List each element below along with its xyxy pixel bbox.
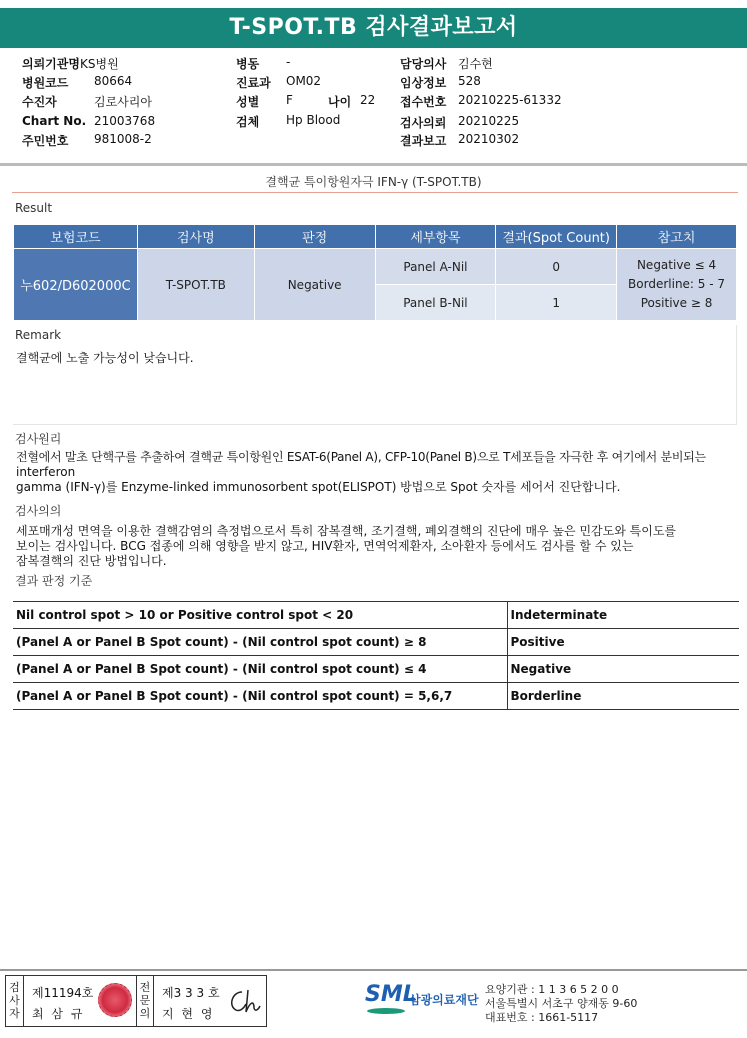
test-name: T-SPOT.TB — [137, 249, 254, 321]
remark-label: Remark — [15, 328, 62, 342]
org-info — [485, 983, 637, 1025]
reference-line: Positive ≥ 8 — [640, 296, 713, 310]
reference-values — [617, 249, 737, 321]
reference-line: Negative ≤ 4 — [636, 258, 717, 272]
examiner-label — [6, 976, 24, 1026]
criteria-result: Indeterminate — [507, 602, 739, 629]
info-label: 결과보고 — [400, 134, 447, 148]
insurance-code: 누602/D602000C — [14, 249, 138, 321]
section-title: 결핵균 특이항원자극 IFN-γ (T-SPOT.TB) — [265, 175, 482, 189]
info-label: 성별 — [236, 95, 260, 109]
age-label: 나이 — [328, 95, 352, 109]
info-label: 담당의사 — [400, 57, 447, 71]
info-value: 김수현 — [458, 57, 493, 71]
criteria-condition: (Panel A or Panel B Spot count) - (Nil control spot count) = 5,6,7 — [13, 683, 507, 710]
principle-label: 검사원리 — [15, 432, 62, 446]
info-value: 981008-2 — [94, 132, 152, 146]
info-label: Chart No. — [22, 114, 87, 128]
info-label: 병동 — [236, 57, 260, 71]
text-line: interferon — [16, 465, 76, 479]
result-header-row — [14, 225, 737, 249]
specialist-label-text: 전 문 의 — [139, 981, 151, 1020]
specialist-no: 제3 3 3 호 — [162, 986, 220, 1000]
criteria-condition: (Panel A or Panel B Spot count) - (Nil control spot count) ≤ 4 — [13, 656, 507, 683]
info-value: Hp Blood — [286, 113, 341, 127]
text-line: 보이는 검사입니다. BCG 접종에 의해 영향을 받지 않고, HIV환자, 면역억제환자, 소아환자 등에서도 검사를 할 수 있는 — [16, 539, 634, 553]
info-value: 20210225-61332 — [458, 93, 562, 107]
result-table — [13, 224, 737, 321]
signature-icon — [224, 986, 264, 1018]
table-row — [13, 656, 739, 683]
text-line: 세포매개성 면역을 이용한 결핵감염의 측정법으로서 특히 잠복결핵, 조기결핵, 폐외결핵의 진단에 매우 높은 민감도와 특이도를 — [16, 524, 677, 538]
reference-line: Borderline: 5 - 7 — [628, 277, 726, 291]
judgement: Negative — [254, 249, 375, 321]
text-line: 전혈에서 말초 단핵구를 추출하여 결핵균 특이항원인 ESAT-6(Panel A), CFP-10(Panel B)으로 T세포들을 자극한 후 여기에서 분비되는 — [16, 450, 706, 464]
info-value: 80664 — [94, 74, 133, 88]
info-label: 주민번호 — [22, 134, 69, 148]
section-underline — [12, 192, 738, 193]
report-title: T-SPOT.TB 검사결과보고서 — [0, 8, 747, 48]
header-judgement: 판정 — [254, 225, 375, 249]
remark-box — [13, 325, 737, 425]
criteria-table — [13, 601, 739, 710]
info-value: 21003768 — [94, 114, 156, 128]
table-row — [13, 602, 739, 629]
logo-org-name: 삼광의료재단 — [409, 993, 479, 1007]
info-value: KS병원 — [80, 57, 119, 71]
principle-text — [16, 450, 741, 495]
table-row — [13, 629, 739, 656]
header-item: 세부항목 — [375, 225, 496, 249]
spot-count: 1 — [496, 285, 617, 321]
criteria-result: Borderline — [507, 683, 739, 710]
examiner-label-text: 검 사 자 — [9, 981, 20, 1020]
info-label: 병원코드 — [22, 76, 69, 90]
text-line: 잠복결핵의 진단 방법입니다. — [16, 554, 167, 568]
age-value: 22 — [360, 93, 376, 107]
criteria-result: Positive — [507, 629, 739, 656]
signature-box — [5, 975, 267, 1027]
sml-logo — [365, 982, 479, 1022]
criteria-label: 결과 판정 기준 — [15, 574, 93, 588]
footer-divider — [0, 969, 747, 971]
info-value: 20210225 — [458, 114, 520, 128]
info-value: OM02 — [286, 74, 322, 88]
criteria-condition: Nil control spot > 10 or Positive control spot < 20 — [13, 602, 507, 629]
seal-stamp — [98, 983, 132, 1017]
info-label: 접수번호 — [400, 95, 447, 109]
remark-text: 결핵균에 노출 가능성이 낮습니다. — [16, 351, 194, 365]
header-test-name: 검사명 — [137, 225, 254, 249]
header-code: 보험코드 — [14, 225, 138, 249]
text-line: gamma (IFN-γ)를 Enzyme-linked immunosorbent spot(ELISPOT) 방법으로 Spot 숫자를 세어서 진단합니다. — [16, 480, 621, 494]
panel-item: Panel B-Nil — [375, 285, 496, 321]
header-reference: 참고치 — [617, 225, 737, 249]
meaning-label: 검사의의 — [15, 504, 62, 518]
org-line: 요양기관 : 1 1 3 6 5 2 0 0 — [485, 983, 619, 996]
examiner-name: 최 삼 규 — [32, 1007, 85, 1021]
table-row — [13, 683, 739, 710]
criteria-condition: (Panel A or Panel B Spot count) - (Nil control spot count) ≥ 8 — [13, 629, 507, 656]
info-label: 진료과 — [236, 76, 271, 90]
specialist-name: 지 현 영 — [162, 1007, 215, 1021]
info-label: 검체 — [236, 115, 260, 129]
logo-mark: SML — [365, 982, 417, 1007]
table-row — [14, 249, 737, 285]
criteria-result: Negative — [507, 656, 739, 683]
info-value: 528 — [458, 74, 481, 88]
org-line: 대표번호 : 1661-5117 — [485, 1011, 599, 1024]
spot-count: 0 — [496, 249, 617, 285]
panel-item: Panel A-Nil — [375, 249, 496, 285]
info-value: F — [286, 93, 293, 107]
org-line: 서울특별시 서초구 양재동 9-60 — [485, 997, 638, 1010]
meaning-text — [16, 524, 741, 569]
logo-swoosh — [367, 1008, 405, 1014]
specialist-label — [136, 976, 154, 1026]
examiner-no: 제11194호 — [32, 986, 94, 1000]
info-label: 의뢰기관명 — [22, 57, 80, 71]
info-label: 검사의뢰 — [400, 116, 447, 130]
info-value: 김로사리아 — [94, 95, 152, 109]
info-label: 임상정보 — [400, 76, 447, 90]
divider — [0, 163, 747, 166]
result-label: Result — [15, 201, 53, 215]
info-value: 20210302 — [458, 132, 520, 146]
header-count: 결과(Spot Count) — [496, 225, 617, 249]
info-value: - — [286, 55, 291, 69]
info-label: 수진자 — [22, 95, 57, 109]
